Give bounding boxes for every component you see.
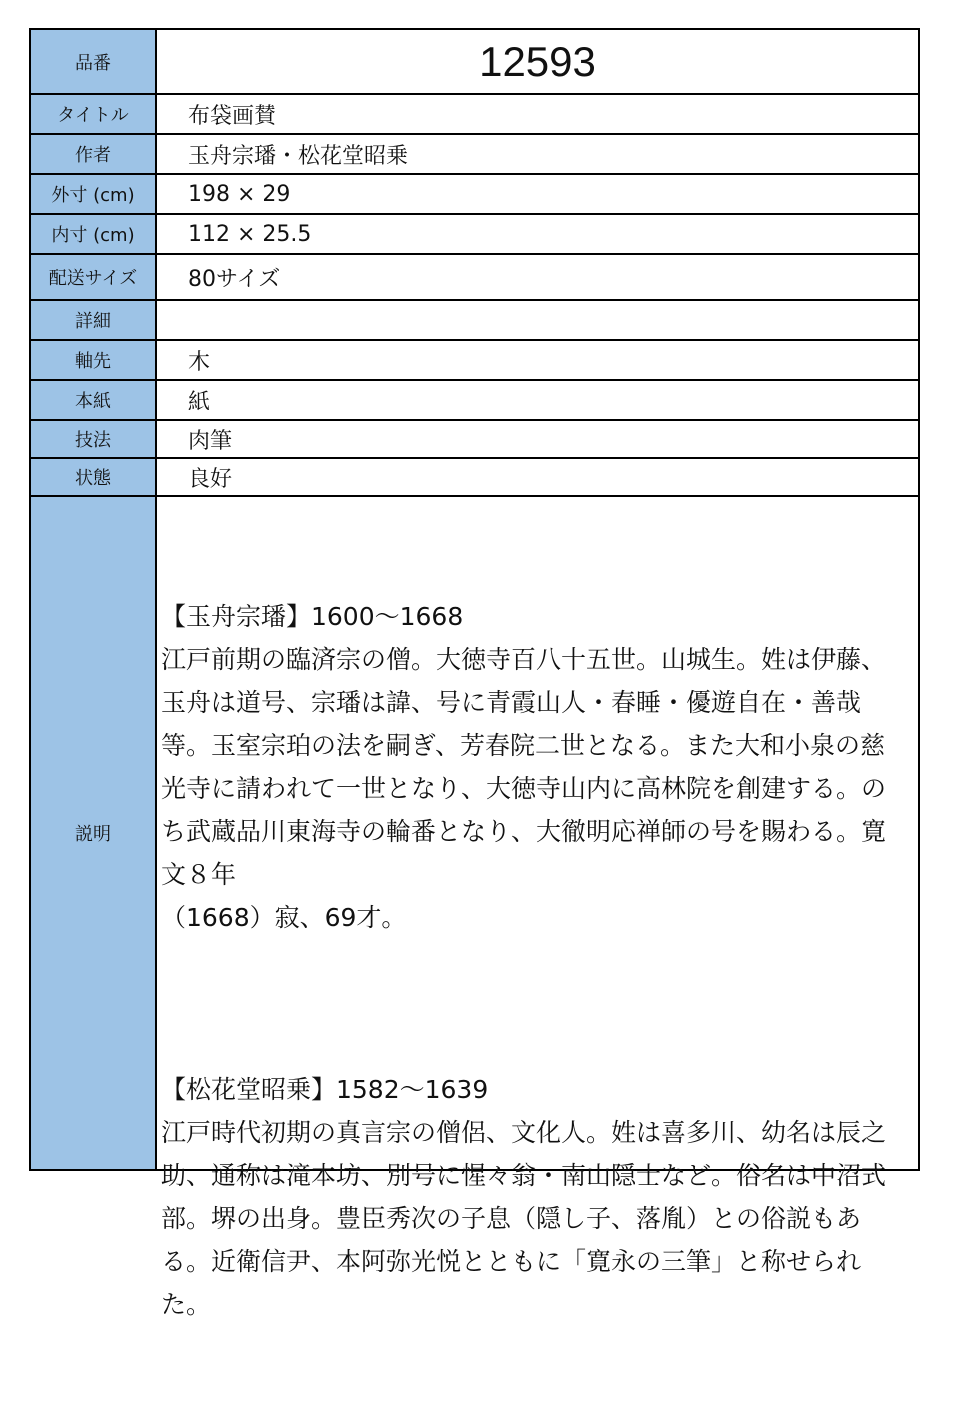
condition-label: 状態 xyxy=(31,459,157,495)
row-title xyxy=(31,95,918,135)
condition-value: 良好 xyxy=(188,466,233,492)
author-value: 玉舟宗璠・松花堂昭乗 xyxy=(188,143,409,169)
paper-value: 紙 xyxy=(188,389,211,415)
row-item-number xyxy=(31,30,918,95)
outer-size-label: 外寸 (cm) xyxy=(31,175,157,213)
shipping-size-label: 配送サイズ xyxy=(31,255,157,299)
item-number-value: 12593 xyxy=(479,37,596,85)
technique-label: 技法 xyxy=(31,421,157,457)
description-body: 江戸時代初期の真言宗の僧侶、文化人。姓は喜多川、幼名は辰之助、通称は滝本坊、別号に惺々翁・南山隠士など。俗名は中沼式部。堺の出身。豊臣秀次の子息（隠し子、落胤）との俗説もある。近衛信尹、本阿弥光悦とともに「寛永の三筆」と称せられた。 xyxy=(161,1118,887,1319)
title-value: 布袋画賛 xyxy=(188,103,277,129)
inner-size-value: 112 × 25.5 xyxy=(188,221,312,247)
description-paragraph xyxy=(161,1068,908,1326)
inner-size-label: 内寸 (cm) xyxy=(31,215,157,253)
title-label: タイトル xyxy=(31,95,157,133)
row-condition xyxy=(31,459,918,497)
author-label: 作者 xyxy=(31,135,157,173)
row-shipping-size xyxy=(31,255,918,301)
description-text xyxy=(157,497,918,1319)
shipping-size-value: 80サイズ xyxy=(188,266,281,292)
row-technique xyxy=(31,421,918,459)
row-rod xyxy=(31,341,918,381)
rod-value: 木 xyxy=(188,349,211,375)
description-paragraph xyxy=(161,595,908,939)
row-paper xyxy=(31,381,918,421)
paper-label: 本紙 xyxy=(31,381,157,419)
row-outer-size xyxy=(31,175,918,215)
details-value xyxy=(157,301,918,339)
row-author xyxy=(31,135,918,175)
row-details xyxy=(31,301,918,341)
row-description xyxy=(31,497,918,1319)
rod-label: 軸先 xyxy=(31,341,157,379)
item-number-label: 品番 xyxy=(31,30,157,93)
description-label: 説明 xyxy=(31,497,157,1169)
outer-size-value: 198 × 29 xyxy=(188,181,291,207)
description-heading: 【玉舟宗璠】1600〜1668 xyxy=(161,602,464,631)
item-spec-table xyxy=(29,28,920,1319)
row-inner-size xyxy=(31,215,918,255)
details-label: 詳細 xyxy=(31,301,157,339)
description-body: 江戸前期の臨済宗の僧。大徳寺百八十五世。山城生。姓は伊藤、玉舟は道号、宗璠は諱、号に青霞山人・春睡・優遊自在・善哉等。玉室宗珀の法を嗣ぎ、芳春院二世となる。また大和小泉の慈光寺に請われて一世となり、大徳寺山内に高林院を創建する。のち武蔵品川東海寺の輪番となり、大徹明応禅師の号を賜わる。寛文８年 （1668）寂、69才。 xyxy=(161,645,887,932)
technique-value: 肉筆 xyxy=(188,428,233,454)
description-heading: 【松花堂昭乗】1582〜1639 xyxy=(161,1075,489,1104)
